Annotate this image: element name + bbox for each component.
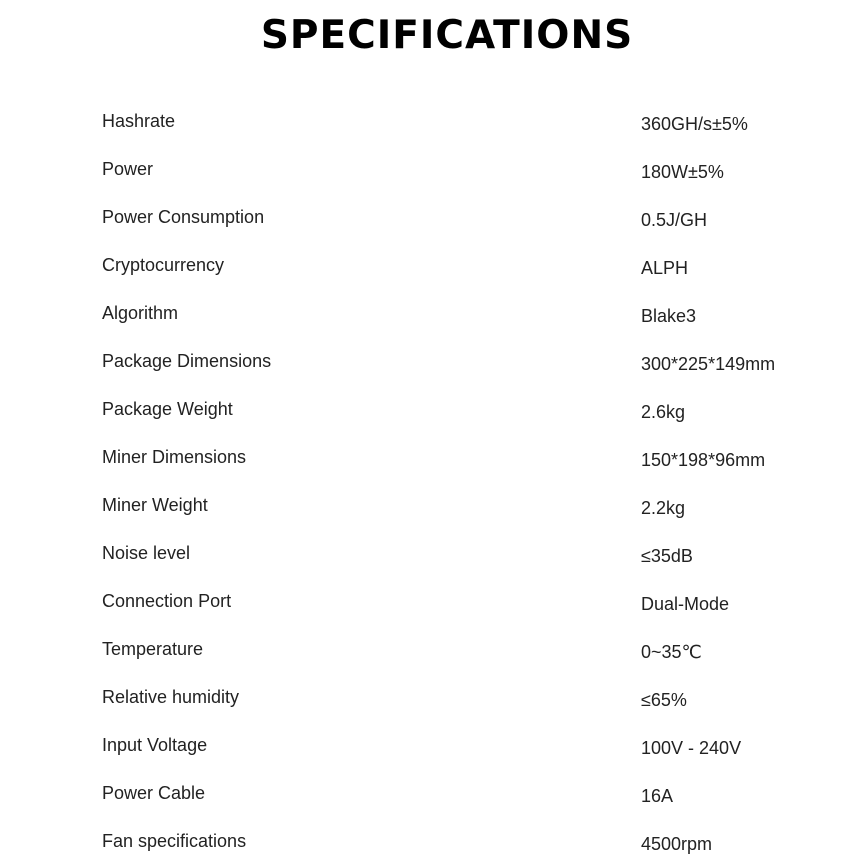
spec-row-power-consumption — [0, 194, 859, 242]
spec-row-package-weight — [0, 386, 859, 434]
spec-value: 2.6kg — [641, 402, 686, 422]
spec-label: Temperature — [102, 639, 204, 659]
spec-label: Fan specifications — [102, 831, 247, 851]
spec-label: Relative humidity — [102, 687, 240, 707]
spec-label: Connection Port — [102, 591, 232, 611]
spec-row-power-cable — [0, 770, 859, 818]
spec-value: ALPH — [641, 258, 689, 278]
spec-value: Dual-Mode — [641, 594, 730, 614]
page-title: SPECIFICATIONS — [260, 13, 634, 58]
spec-label: Miner Dimensions — [102, 447, 247, 467]
spec-row-cryptocurrency — [0, 242, 859, 290]
spec-row-miner-dimensions — [0, 434, 859, 482]
spec-label: Package Dimensions — [102, 351, 272, 371]
spec-value: 100V - 240V — [641, 738, 742, 758]
spec-label: Algorithm — [102, 303, 179, 323]
spec-label: Hashrate — [102, 111, 176, 131]
spec-value: 4500rpm — [641, 834, 713, 854]
spec-row-relative-humidity — [0, 674, 859, 722]
spec-value: 0~35℃ — [641, 642, 702, 662]
spec-label: Power — [102, 159, 154, 179]
spec-row-fan-specifications — [0, 818, 859, 866]
spec-row-algorithm — [0, 290, 859, 338]
spec-label: Power Cable — [102, 783, 206, 803]
spec-value: ≤35dB — [641, 546, 693, 566]
spec-value: 300*225*149mm — [641, 354, 776, 374]
spec-value: 360GH/s±5% — [641, 114, 748, 134]
spec-value: Blake3 — [641, 306, 697, 326]
spec-label: Cryptocurrency — [102, 255, 225, 275]
spec-value: 2.2kg — [641, 498, 686, 518]
spec-value: 0.5J/GH — [641, 210, 708, 230]
spec-row-connection-port — [0, 578, 859, 626]
spec-label: Package Weight — [102, 399, 233, 419]
spec-value: ≤65% — [641, 690, 687, 710]
spec-row-input-voltage — [0, 722, 859, 770]
spec-label: Noise level — [102, 543, 191, 563]
spec-label: Power Consumption — [102, 207, 265, 227]
spec-row-miner-weight — [0, 482, 859, 530]
spec-row-package-dimensions — [0, 338, 859, 386]
spec-label: Miner Weight — [102, 495, 208, 515]
spec-row-hashrate — [0, 98, 859, 146]
spec-row-noise-level — [0, 530, 859, 578]
spec-value: 180W±5% — [641, 162, 724, 182]
spec-label: Input Voltage — [102, 735, 208, 755]
spec-value: 16A — [641, 786, 674, 806]
spec-row-temperature — [0, 626, 859, 674]
spec-value: 150*198*96mm — [641, 450, 766, 470]
spec-table — [0, 98, 859, 866]
spec-row-power — [0, 146, 859, 194]
